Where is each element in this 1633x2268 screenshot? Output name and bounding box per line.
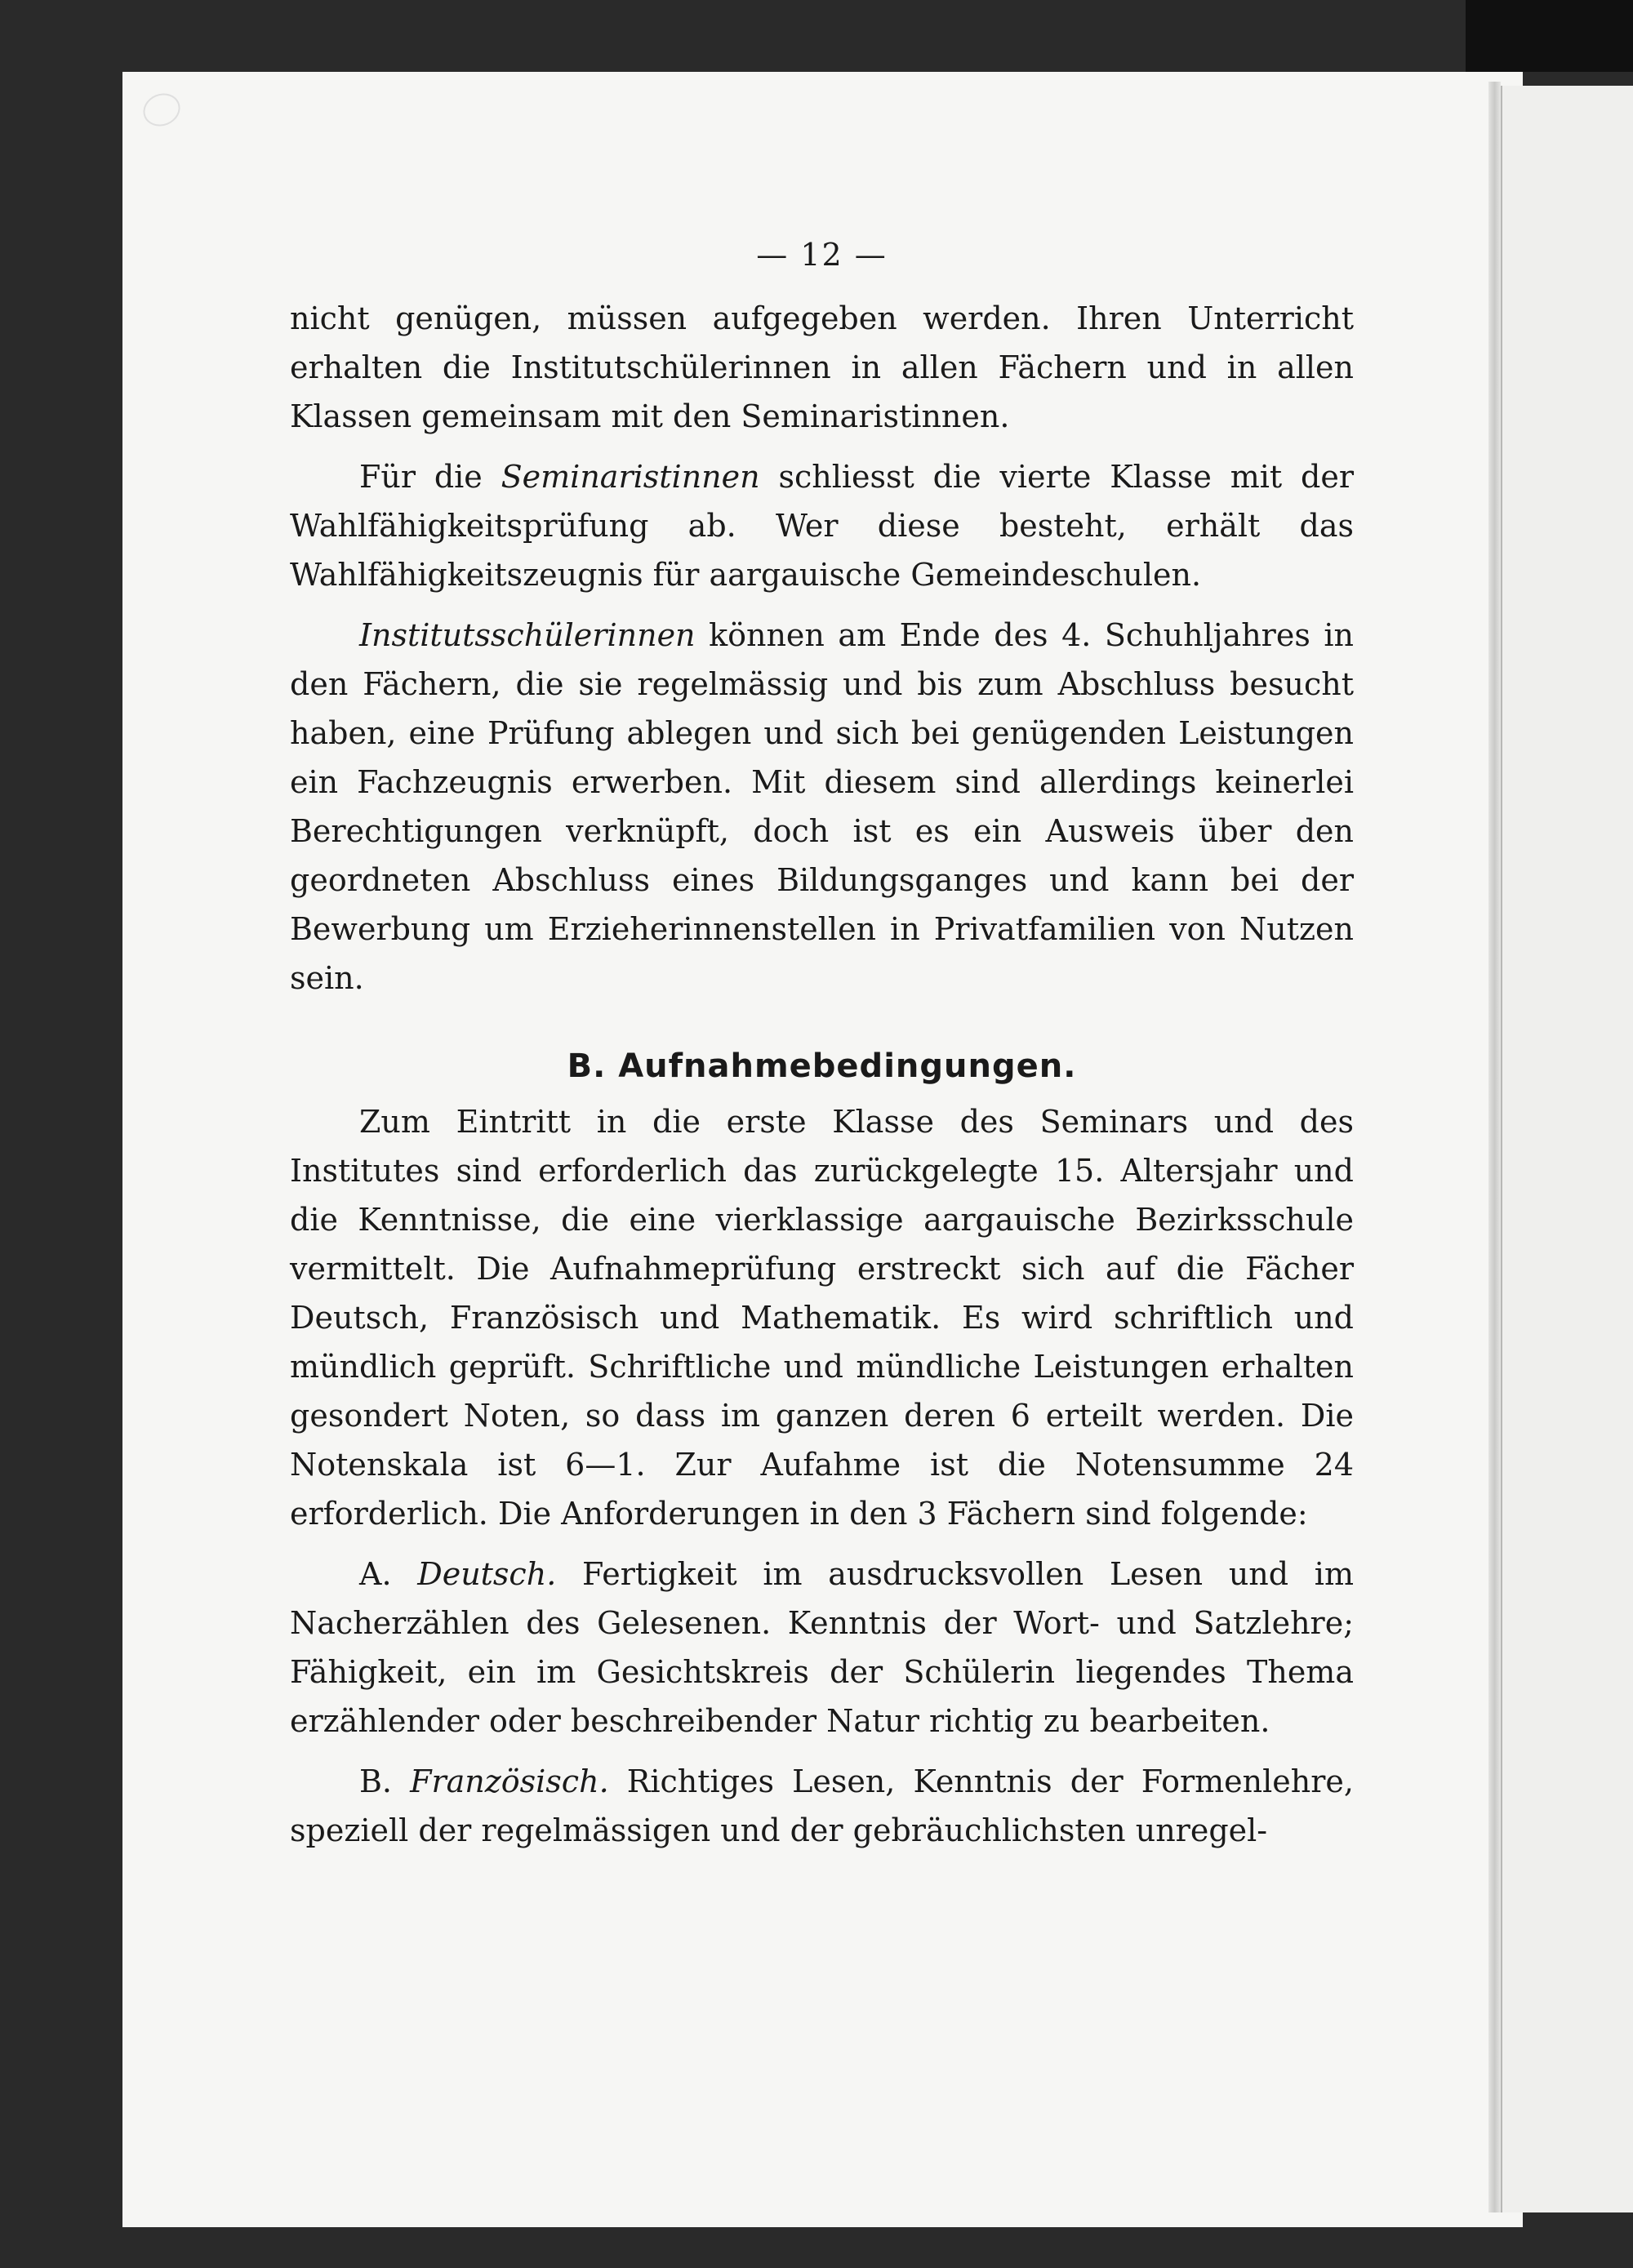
section-heading: B. Aufnahmebedingungen. xyxy=(567,1047,1077,1085)
paragraph-deutsch xyxy=(290,1550,1354,1745)
paragraph-continuation xyxy=(290,294,1354,441)
right-page-edge xyxy=(1501,86,1633,2212)
paragraph-prefix: A. xyxy=(359,1556,418,1592)
paragraph-seminaristinnen xyxy=(290,452,1354,599)
subject-term: Deutsch. xyxy=(417,1556,557,1592)
page-text xyxy=(290,230,1354,1855)
scanner-background xyxy=(1466,0,1633,72)
paragraph-suffix: Richtiges Lesen, Kenntnis der Formenlehre, speziell der regelmässigen und der gebräuchlichsten unregel- xyxy=(290,1763,1354,1848)
paragraph-prefix: B. xyxy=(359,1763,411,1799)
paragraph-franzoesisch xyxy=(290,1757,1354,1855)
page-number: — 12 — xyxy=(756,237,888,273)
paragraph-text: Zum Eintritt in die erste Klasse des Seminars und des Institutes sind erforderlich das zurückgelegte 15. Altersjahr und die Kenntnisse, die eine vierklassige aargauische Bezirksschule vermittelt. Die Aufnahmeprüfung erstreckt sich auf die Fächer Deutsch, Französisch und Mathematik. Es wird schriftlich und mündlich geprüft. Schriftliche und mündliche Leistungen erhalten gesondert Noten, so dass im ganzen deren 6 erteilt werden. Die Notenskala ist 6—1. Zur Aufahme ist die Notensumme 24 erforderlich. Die Anforderungen in den 3 Fächern sind folgende: xyxy=(290,1104,1354,1532)
paragraph-text: nicht genügen, müssen aufgegeben werden. Ihren Unterricht erhalten die Institutschülerinnen in allen Fächern und in allen Klassen gemeinsam mit den Seminaristinnen. xyxy=(290,300,1354,434)
emphasized-term: Seminaristinnen xyxy=(501,459,760,495)
paragraph-suffix: können am Ende des 4. Schuhljahres in den Fächern, die sie regelmässig und bis zum Abschluss besucht haben, eine Prüfung ablegen und sich bei genügenden Leistungen ein Fachzeugnis erwerben. Mit diesem sind allerdings keinerlei Berechtigungen verknüpft, doch ist es ein Ausweis über den geordneten Abschluss eines Bildungsganges und kann bei der Bewerbung um Erzieherinnenstellen in Privatfamilien von Nutzen sein. xyxy=(290,617,1354,996)
emphasized-term: Institutsschülerinnen xyxy=(359,617,696,653)
paragraph-admission-requirements xyxy=(290,1097,1354,1538)
paragraph-institutsschuelerinnen xyxy=(290,611,1354,1003)
paragraph-suffix: schliesst die vierte Klasse mit der Wahlfähigkeitsprüfung ab. Wer diese besteht, erhält das Wahlfähigkeitszeugnis für aargauische Gemeindeschulen. xyxy=(290,459,1354,593)
paragraph-prefix: Für die xyxy=(359,459,501,495)
book-spine-shadow xyxy=(1488,82,1501,2212)
subject-term: Französisch. xyxy=(410,1763,609,1799)
paragraph-suffix: Fertigkeit im ausdrucksvollen Lesen und im Nacherzählen des Gelesenen. Kenntnis der Wort- und Satzlehre; Fähigkeit, ein im Gesichtskreis der Schülerin liegendes Thema erzählender oder beschreibender Natur richtig zu bearbeiten. xyxy=(290,1556,1354,1739)
